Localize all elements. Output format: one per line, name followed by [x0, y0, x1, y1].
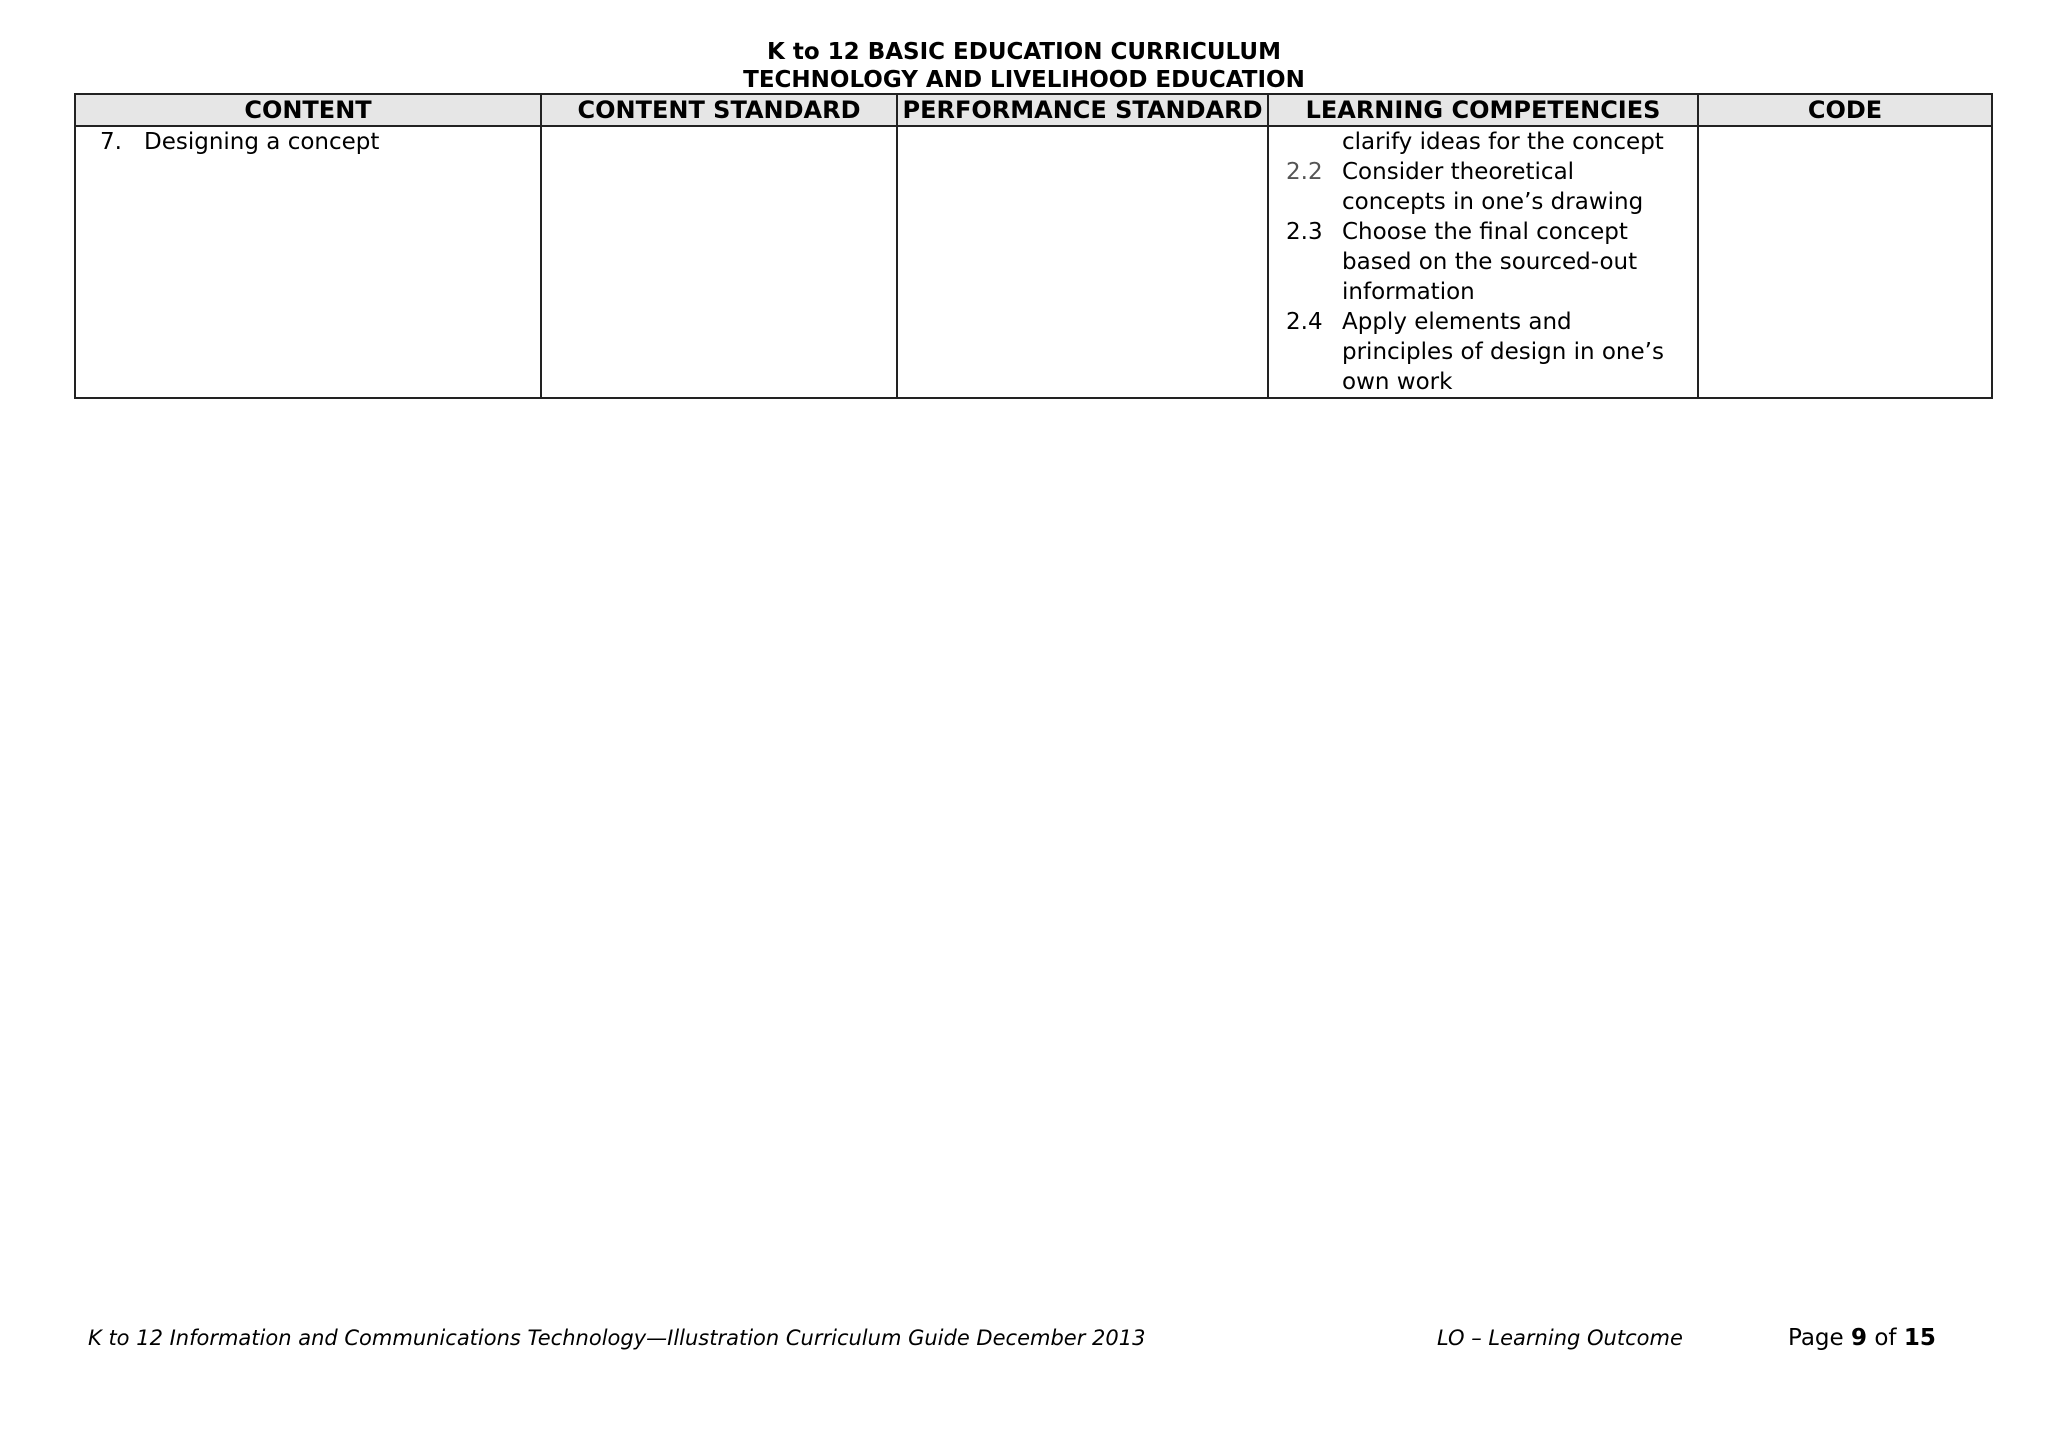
curriculum-table	[74, 93, 1993, 399]
table-header-row	[75, 94, 1992, 126]
competency-text: Apply elements and principles of design in one’s own work	[1342, 309, 1664, 395]
competency-number: 2.4	[1286, 309, 1323, 335]
page-current: 9	[1851, 1325, 1868, 1351]
code-cell	[1698, 126, 1992, 398]
performance-standard-cell	[897, 126, 1268, 398]
footer-guide-title: K to 12 Information and Communications Technology—Illustration Curriculum Guide December 2013	[88, 1326, 1146, 1350]
competency-text: Choose the final concept based on the sourced-out information	[1342, 219, 1638, 305]
content-item-text: Designing a concept	[144, 129, 380, 155]
footer-page-number	[1788, 1324, 1936, 1352]
column-header-performance-standard: PERFORMANCE STANDARD	[897, 94, 1268, 126]
competency-number: 2.3	[1286, 219, 1323, 245]
content-item-number: 7.	[100, 129, 122, 155]
competency-number: 2.2	[1286, 159, 1323, 185]
header-title-line1: K to 12 BASIC EDUCATION CURRICULUM	[767, 39, 1281, 65]
column-header-content-standard: CONTENT STANDARD	[541, 94, 897, 126]
column-header-code: CODE	[1698, 94, 1992, 126]
table-row	[75, 126, 1992, 398]
page-total: 15	[1903, 1325, 1936, 1351]
content-item	[76, 127, 540, 157]
footer-legend: LO – Learning Outcome	[1437, 1326, 1683, 1350]
competency-text: Consider theoretical concepts in one’s drawing	[1342, 159, 1644, 215]
competency-item	[1269, 217, 1697, 307]
content-cell	[75, 126, 541, 398]
competency-continuation: clarify ideas for the concept	[1342, 129, 1664, 155]
header-title-line2: TECHNOLOGY AND LIVELIHOOD EDUCATION	[743, 67, 1305, 93]
competency-item	[1269, 157, 1697, 217]
learning-competencies-cell	[1268, 126, 1698, 398]
content-standard-cell	[541, 126, 897, 398]
competency-item	[1269, 307, 1697, 397]
page-prefix: Page	[1788, 1325, 1844, 1351]
page-of: of	[1874, 1325, 1897, 1351]
column-header-learning-competencies: LEARNING COMPETENCIES	[1268, 94, 1698, 126]
column-header-content: CONTENT	[75, 94, 541, 126]
